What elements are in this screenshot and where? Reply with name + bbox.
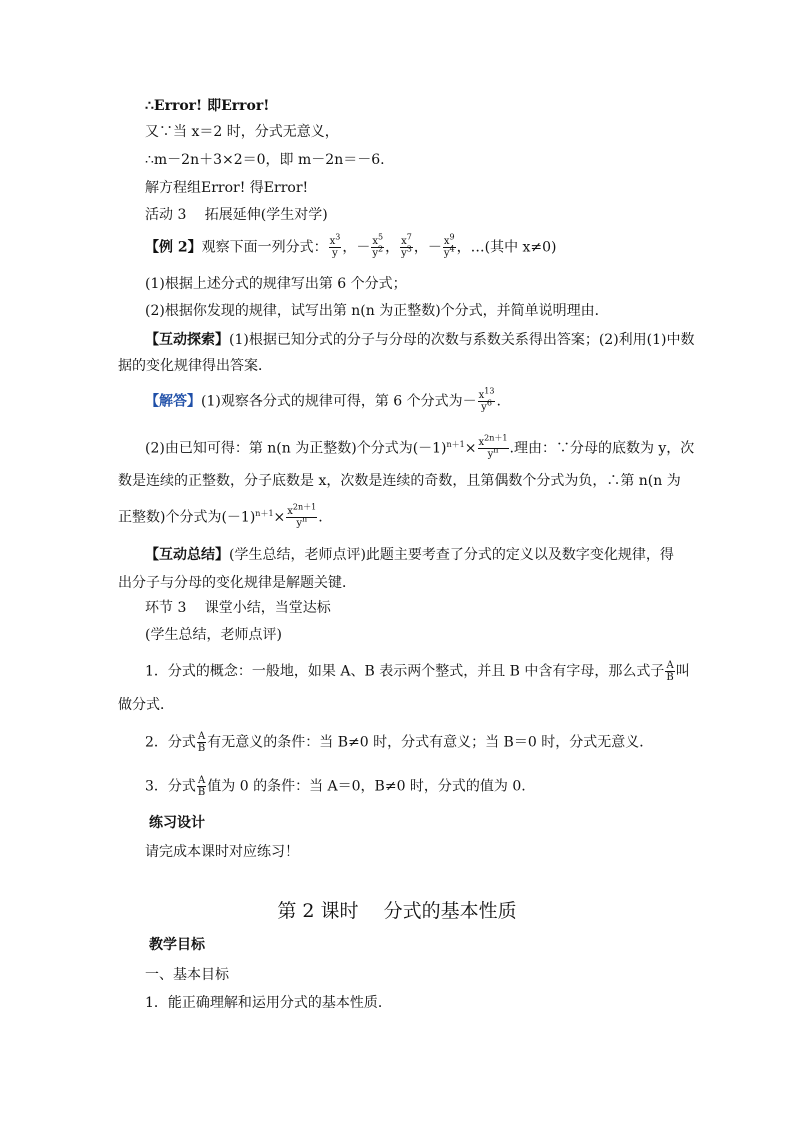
practice-heading: 练习设计	[149, 815, 205, 831]
section-heading: 环节 3 课堂小结，当堂达标	[145, 600, 331, 616]
question-2: (2)根据你发现的规律，试写出第 n(n 为正整数)个分式，并简单说明理由．	[145, 303, 609, 319]
fraction: $\frac{x^9}{y^4}$	[443, 232, 455, 259]
text-line: 又∵当 x＝2 时，分式无意义，	[145, 124, 339, 140]
summary-line: 出分子与分母的变化规律是解题关键．	[118, 575, 356, 591]
goal-item: 1．能正确理解和运用分式的基本性质．	[145, 995, 392, 1011]
lesson-title: 第 2 课时 分式的基本性质	[277, 900, 517, 922]
fraction: $\frac{x^5}{y^2}$	[372, 232, 384, 259]
fraction: $\frac{A}{B}$	[197, 731, 206, 754]
fraction: $\frac{x^3}{y}$	[329, 232, 341, 259]
section-note: (学生总结，老师点评)	[145, 627, 282, 643]
answer-line: 正整数)个分式为$(-1)^{n+1}\times$ $\frac{x^{2n+1}}{y^n}$ .	[118, 502, 323, 529]
point-3: 3．分式 $\frac{A}{B}$ 值为 0 的条件：当 A＝0，B≠0 时，分式的值为 0.	[145, 775, 526, 798]
explore-line: 【互动探索】(1)根据已知分式的分子与分母的次数与系数关系得出答案；(2)利用(1)中数	[145, 332, 695, 348]
answer-line: 【解答】(1)观察各分式的规律可得，第 6 个分式为－ $\frac{x^{13}}{y^6}$ .	[145, 386, 501, 413]
question-1: (1)根据上述分式的规律写出第 6 个分式；	[145, 276, 407, 292]
fraction: $\frac{x^{2n+1}}{y^n}$	[478, 433, 508, 460]
example-2: 【例 2】观察下面一列分式： $\frac{x^3}{y}$ ，－ $\frac{x^5}{y^2}$ ， $\frac{x^7}{y^3}$ ，－ $\frac{x^9}{y^4}$ ，…(其中 x≠0)	[145, 232, 557, 259]
text-line: 活动 3 拓展延伸(学生对学)	[145, 207, 328, 223]
answer-line: 数是连续的正整数，分子底数是 x，次数是连续的奇数，且第偶数个分式为负，∴第 n(n 为	[118, 473, 681, 489]
point-1: 1．分式的概念：一般地，如果 A、B 表示两个整式，并且 B 中含有字母，那么式子 $\frac{A}{B}$ 叫	[145, 660, 690, 683]
text-line: ∴m－2n＋3×2＝0，即 m－2n＝－6.	[145, 152, 385, 168]
explore-line: 据的变化规律得出答案．	[118, 358, 272, 374]
fraction: $\frac{x^{13}}{y^6}$	[478, 386, 495, 413]
summary-line: 【互动总结】(学生总结，老师点评)此题主要考查了分式的定义以及数字变化规律，得	[145, 547, 674, 563]
fraction: $\frac{x^{2n+1}}{y^n}$	[287, 502, 317, 529]
point-1-cont: 做分式．	[118, 697, 174, 713]
fraction: $\frac{x^7}{y^3}$	[401, 232, 412, 259]
goals-heading: 教学目标	[149, 937, 205, 953]
point-2: 2．分式 $\frac{A}{B}$ 有无意义的条件：当 B≠0 时，分式有意义；当 B＝0 时，分式无意义．	[145, 731, 654, 754]
text-line: ∴Error! 即Error!	[145, 98, 270, 114]
answer-line: (2)由已知可得：第 n(n 为正整数)个分式为$(-1)^{n+1}\times$ $\frac{x^{2n+1}}{y^n}$ .理由：∵分母的底数为 y，次	[145, 433, 695, 460]
text-line: 解方程组Error! 得Error!	[145, 180, 309, 196]
practice-text: 请完成本课时对应练习！	[145, 844, 299, 860]
goals-subheading: 一、基本目标	[145, 967, 229, 983]
fraction: $\frac{A}{B}$	[197, 775, 206, 798]
fraction: $\frac{A}{B}$	[666, 660, 674, 683]
